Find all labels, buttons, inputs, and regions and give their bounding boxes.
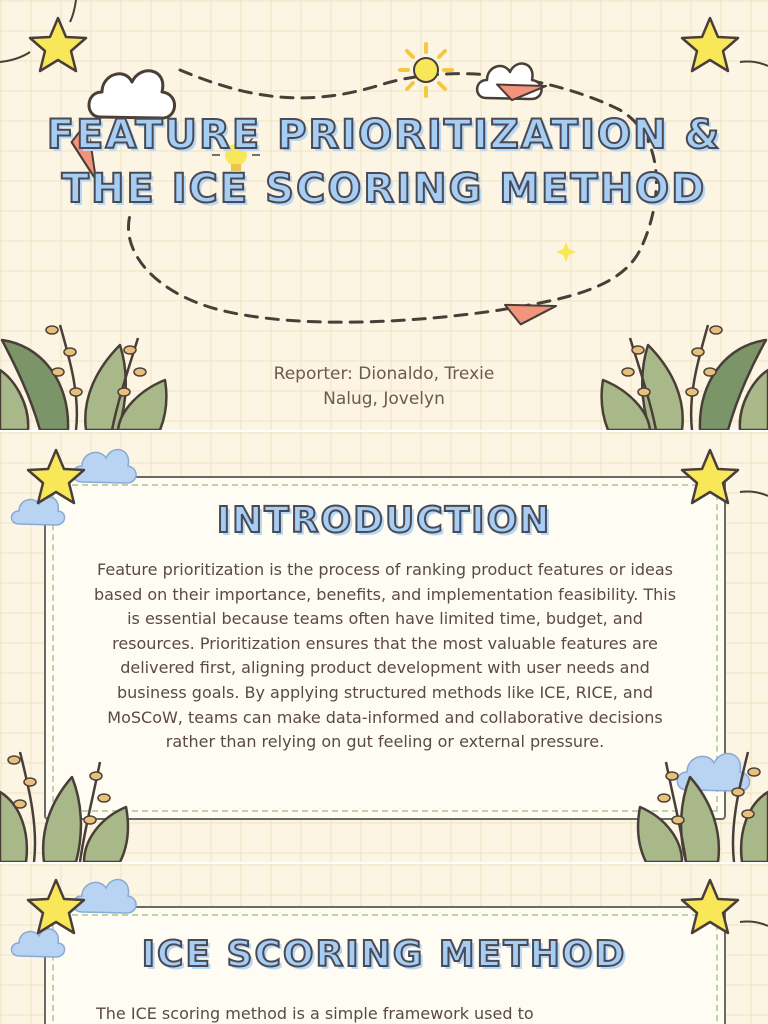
star-icon [28,880,84,933]
ice-scoring-slide [0,864,768,1024]
reporter-line-1: Reporter: Dionaldo, Trexie [273,364,495,384]
introduction-slide [0,432,768,862]
star-icon [682,880,738,933]
star-icon [682,18,738,71]
sparkle-icon [556,242,576,262]
title-slide [0,0,768,430]
star-icon [30,18,86,71]
introduction-title: INTRODUCTION [216,500,552,541]
cloud-icon [73,450,136,483]
star-icon [28,450,84,503]
sun-icon [400,44,452,96]
ice-scoring-body: The ICE scoring method is a simple framework used to [96,1004,534,1023]
cloud-icon [73,880,136,913]
ice-scoring-title: ICE SCORING METHOD [141,934,627,975]
reporter-credit [0,362,768,412]
introduction-body: Feature prioritization is the process of ranking product features or ideas based on their importance, benefits, and implementation feasibility. This is essential because teams often have limited time, budget, and resources. Prioritization ensures that the most valuable features are delivered first, aligning product development with user needs and business goals. By applying structured methods like ICE, RICE, and MoSCoW, teams can make data-informed and collaborative decisions rather than relying on gut feeling or external pressure. [93,560,677,752]
main-title: FEATURE PRIORITIZATION & THE ICE SCORING METHOD [46,112,722,212]
reporter-line-2: Nalug, Jovelyn [323,389,445,409]
star-icon [682,450,738,503]
